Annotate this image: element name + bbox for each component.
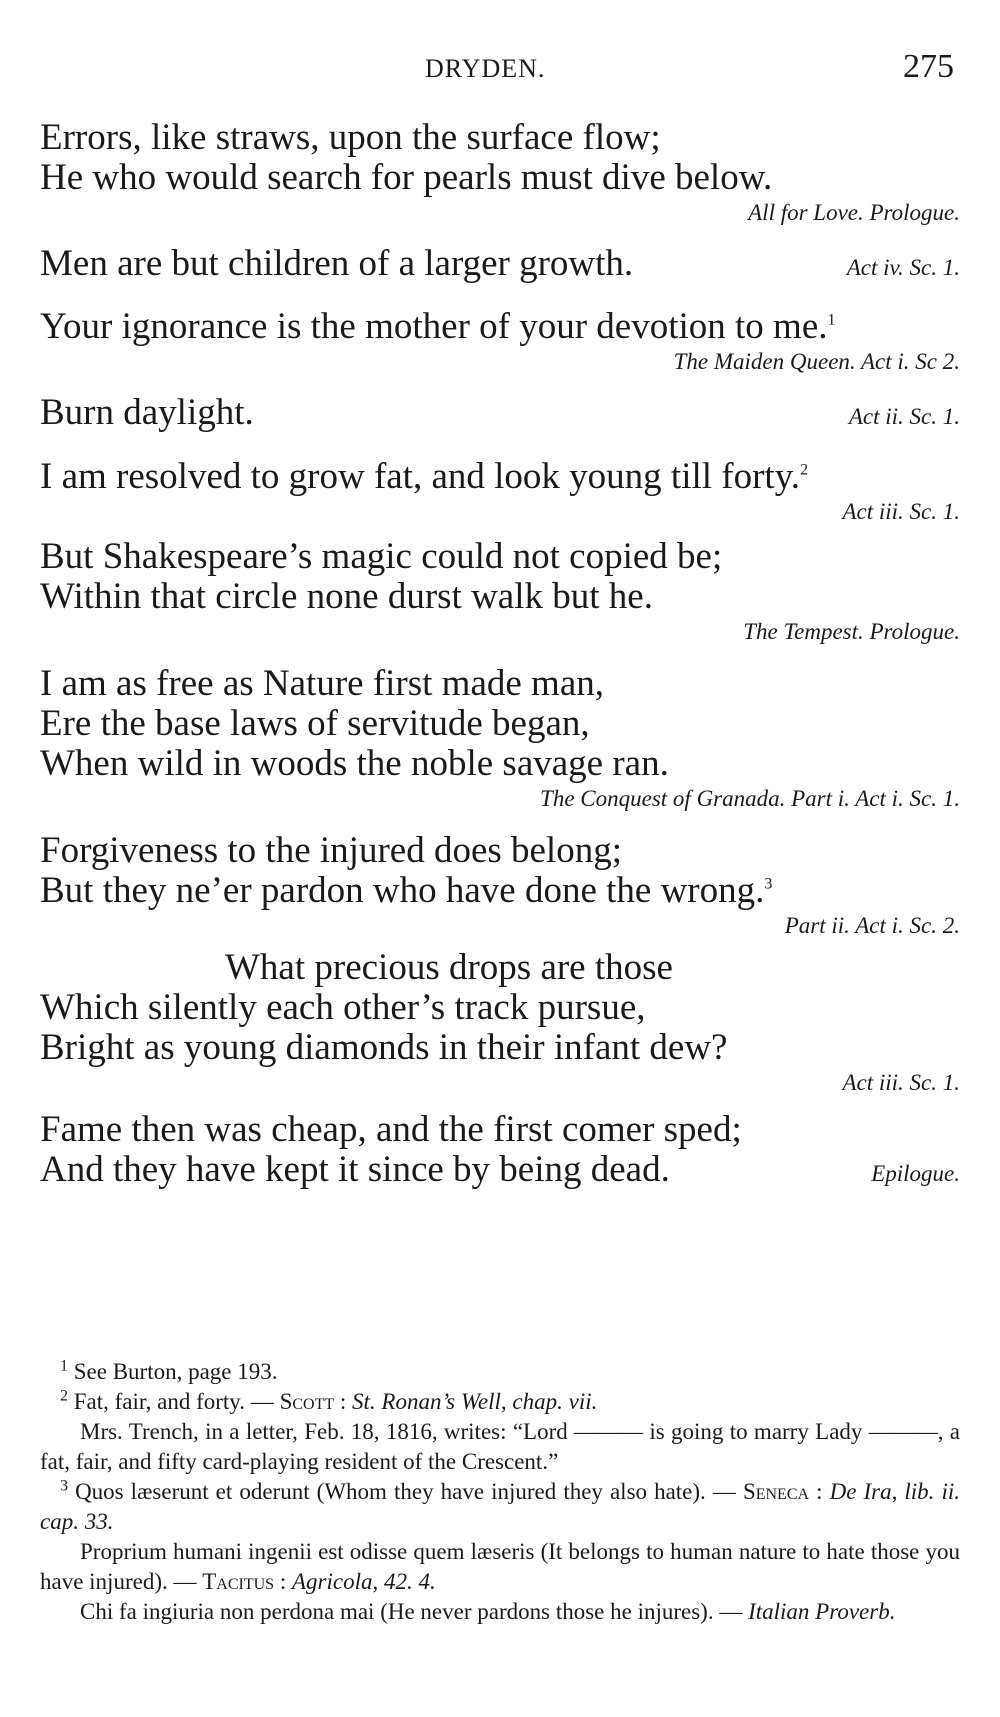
- quote-source: Act iii. Sc. 1.: [842, 1070, 960, 1095]
- quote-line: Bright as young diamonds in their infant dew?: [40, 1027, 728, 1068]
- quote-source: Part ii. Act i. Sc. 2.: [784, 913, 960, 938]
- quote-line: What precious drops are those: [225, 947, 673, 988]
- footnote-text: Fat, fair, and forty. —: [73, 1389, 280, 1414]
- quote-line: [40, 457, 960, 497]
- quote-line: Men are but children of a larger growth.: [40, 243, 634, 284]
- quote-source: Act ii. Sc. 1.: [848, 404, 960, 429]
- footnote-number: 3: [60, 1477, 68, 1495]
- quote-line: He who would search for pearls must dive below.: [40, 157, 773, 198]
- quotation: [40, 393, 960, 433]
- footnote-work: De Ira, lib. ii. cap. 33.: [40, 1479, 960, 1534]
- footnote-text: Chi fa ingiuria non perdona mai (He never pardons those he injures). —: [80, 1599, 749, 1624]
- quotation: [40, 244, 960, 284]
- quote-line: Burn daylight.: [40, 392, 254, 433]
- footnote-3-paragraph: [40, 1597, 960, 1627]
- running-head: DRYDEN.: [425, 54, 546, 83]
- footnote-ref: 1: [827, 311, 836, 329]
- quote-source: The Tempest. Prologue.: [743, 619, 960, 644]
- footnote-colon: :: [809, 1479, 830, 1504]
- footnote-text: See Burton, page 193.: [73, 1359, 278, 1384]
- quote-line: [40, 307, 960, 347]
- quote-line: [40, 871, 960, 911]
- footnote-text: Proprium humani ingenii est odisse quem læseris (It belongs to human nature to hate those you have injured). —: [40, 1539, 960, 1594]
- footnote-work: Agricola, 42. 4.: [291, 1569, 436, 1594]
- quote-text: But they ne’er pardon who have done the wrong.: [40, 870, 765, 911]
- quote-source: Epilogue.: [871, 1161, 960, 1186]
- quote-line: Fame then was cheap, and the first comer sped;: [40, 1109, 742, 1150]
- quote-text: Your ignorance is the mother of your devotion to me.: [40, 306, 828, 347]
- quotation: [40, 664, 960, 814]
- quote-source: Act iv. Sc. 1.: [846, 255, 960, 280]
- footnote-number: 1: [60, 1357, 68, 1375]
- footnote-3: [40, 1477, 960, 1537]
- footnote-author: Scott: [279, 1389, 335, 1414]
- quote-line: I am as free as Nature first made man,: [40, 663, 604, 704]
- footnote-number: 2: [60, 1387, 68, 1405]
- quote-source: All for Love. Prologue.: [748, 200, 960, 225]
- footnote-colon: :: [274, 1569, 292, 1594]
- quotation: [40, 307, 960, 377]
- page-header: [0, 48, 1000, 88]
- quote-line: But Shakespeare’s magic could not copied be;: [40, 536, 723, 577]
- footnote-work: Italian Proverb.: [748, 1599, 896, 1624]
- quote-source: The Maiden Queen. Act i. Sc 2.: [673, 349, 960, 374]
- quote-text: I am resolved to grow fat, and look young till forty.: [40, 456, 801, 497]
- footnote-2: [40, 1387, 960, 1417]
- quotation: [40, 118, 960, 228]
- quote-line: Which silently each other’s track pursue,: [40, 987, 646, 1028]
- footnote-ref: 3: [764, 875, 773, 893]
- quote-source: Act iii. Sc. 1.: [842, 499, 960, 524]
- quotation: [40, 831, 960, 941]
- footnote-text: Quos læserunt et oderunt (Whom they have injured they also hate). —: [75, 1479, 743, 1504]
- footnote-1: [40, 1357, 960, 1387]
- footnote-author: Tacitus: [202, 1569, 275, 1594]
- quotation: [40, 457, 960, 527]
- quote-line: Errors, like straws, upon the surface flow;: [40, 117, 661, 158]
- quote-line: Ere the base laws of servitude began,: [40, 703, 590, 744]
- quote-source: The Conquest of Granada. Part i. Act i. Sc. 1.: [540, 786, 960, 811]
- quote-line: Within that circle none durst walk but he.: [40, 576, 653, 617]
- footnote-colon: :: [334, 1389, 353, 1414]
- quote-line: Forgiveness to the injured does belong;: [40, 830, 622, 871]
- footnote-author: Seneca: [742, 1479, 810, 1504]
- page-number: 275: [903, 48, 954, 85]
- quotation: [40, 537, 960, 647]
- footnote-work: St. Ronan’s Well, chap. vii.: [352, 1389, 598, 1414]
- footnote-2-paragraph: Mrs. Trench, in a letter, Feb. 18, 1816, writes: “Lord ——— is going to marry Lady ———, a fat, fair, and fifty card-playing resident of the Crescent.”: [40, 1419, 960, 1474]
- quote-line: When wild in woods the noble savage ran.: [40, 743, 669, 784]
- footnotes: [40, 1357, 960, 1627]
- quotation: [40, 1110, 960, 1190]
- footnote-ref: 2: [800, 461, 809, 479]
- quote-line: And they have kept it since by being dead.: [40, 1149, 670, 1190]
- quotation: [40, 948, 960, 1098]
- footnote-3-paragraph: [40, 1537, 960, 1597]
